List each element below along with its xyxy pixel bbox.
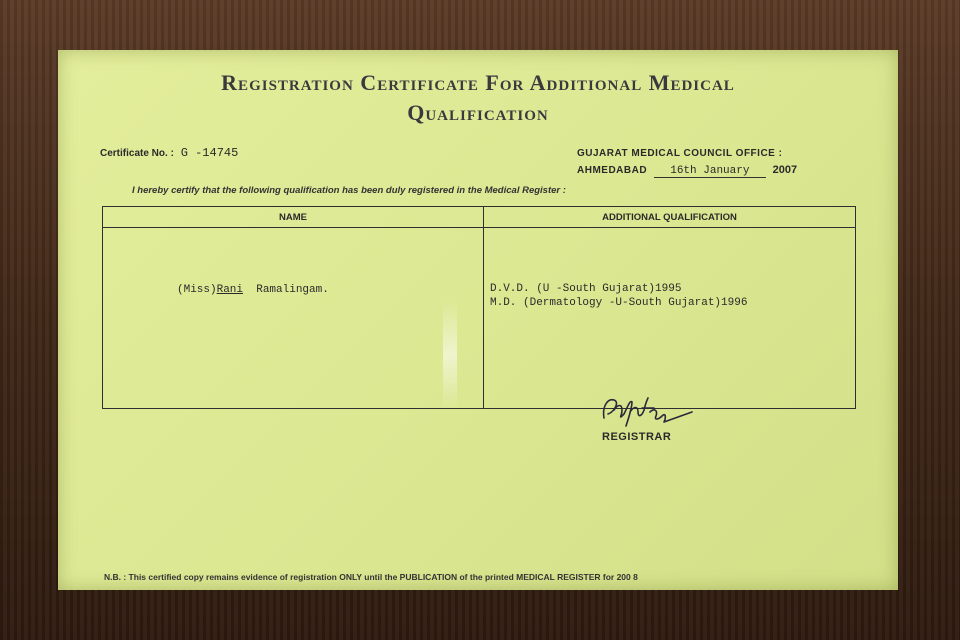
name-column-header: NAME bbox=[103, 207, 484, 228]
registration-table bbox=[102, 206, 856, 409]
last-name: Ramalingam. bbox=[256, 284, 329, 296]
certify-statement: I hereby certify that the following qualification has been duly registered in the Medical Register : bbox=[132, 185, 566, 196]
first-name: Rani bbox=[216, 284, 244, 296]
issue-date: 16th January bbox=[654, 165, 766, 178]
certificate-paper bbox=[58, 50, 898, 590]
issue-year: 2007 bbox=[772, 164, 798, 176]
name-prefix: (Miss) bbox=[177, 284, 217, 296]
registrar-signature bbox=[598, 390, 708, 430]
certificate-number-value: G -14745 bbox=[180, 146, 239, 160]
footnote: N.B. : This certified copy remains evidence of registration ONLY until the PUBLICATION of the printed MEDICAL REGISTER for 200 8 bbox=[104, 572, 638, 582]
qualification-item: M.D. (Dermatology -U-South Gujarat)1996 bbox=[490, 297, 748, 309]
qualification-column-header: ADDITIONAL QUALIFICATION bbox=[484, 207, 856, 228]
registrar-title: REGISTRAR bbox=[602, 431, 672, 443]
qualification-item: D.V.D. (U -South Gujarat)1995 bbox=[490, 283, 682, 295]
certificate-title-line-2: Qualification bbox=[407, 100, 549, 125]
table-row bbox=[103, 228, 856, 409]
council-office: GUJARAT MEDICAL COUNCIL OFFICE : bbox=[577, 148, 783, 159]
name-cell bbox=[103, 228, 484, 409]
issue-city: AHMEDABAD bbox=[577, 165, 648, 176]
qualification-cell bbox=[484, 228, 856, 409]
certificate-title-line-1: Registration Certificate For Additional Medical bbox=[221, 70, 735, 95]
certificate-number bbox=[100, 146, 238, 160]
certificate-number-label: Certificate No. : bbox=[100, 148, 174, 159]
table-header-row bbox=[103, 207, 856, 228]
issue-date-line bbox=[577, 164, 797, 178]
